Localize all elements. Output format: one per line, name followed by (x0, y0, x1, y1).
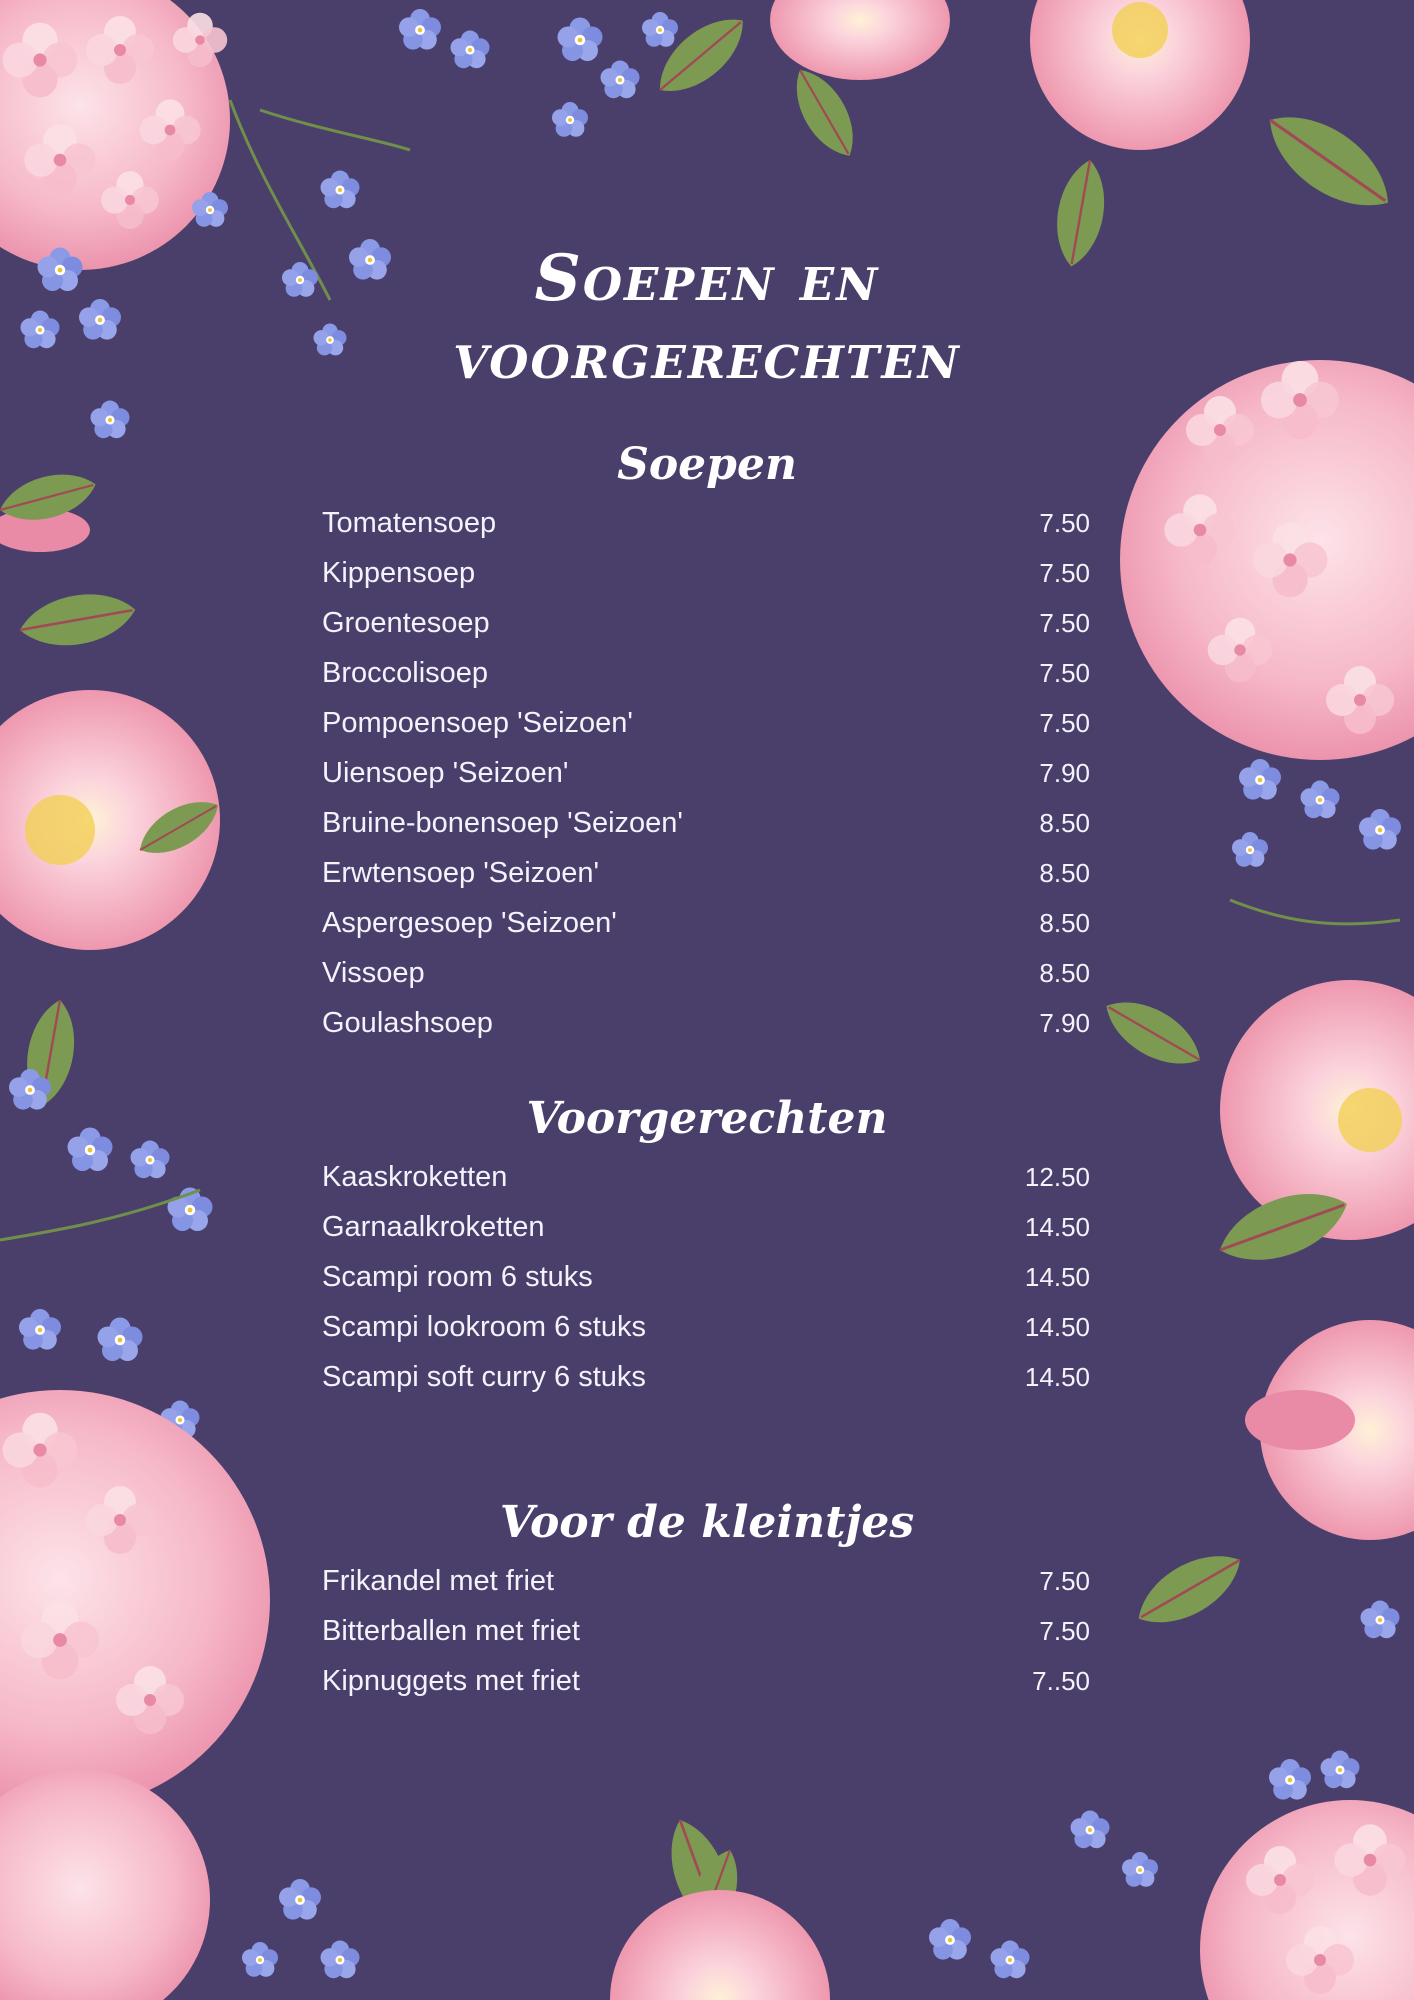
menu-item (322, 548, 1092, 598)
item-name: Kippensoep (322, 557, 476, 589)
menu-item (322, 1656, 1092, 1706)
menu-item (322, 1302, 1092, 1352)
item-name: Kipnuggets met friet (322, 1665, 580, 1697)
menu-item (322, 848, 1092, 898)
item-price: 7.90 (1039, 758, 1090, 788)
item-price: 7..50 (1032, 1666, 1090, 1696)
menu-item (322, 648, 1092, 698)
menu-item-list (322, 1152, 1092, 1402)
item-name: Erwtensoep 'Seizoen' (322, 857, 600, 889)
item-name: Goulashsoep (322, 1007, 493, 1039)
menu-item (322, 748, 1092, 798)
item-price: 7.50 (1039, 708, 1090, 738)
menu-item-list (322, 1556, 1092, 1706)
item-price: 12.50 (1024, 1162, 1090, 1192)
item-name: Scampi soft curry 6 stuks (322, 1361, 646, 1393)
item-price: 7.50 (1039, 558, 1090, 588)
item-price: 14.50 (1024, 1262, 1090, 1292)
section-voorgerechten (322, 1092, 1092, 1402)
section-soepen (322, 438, 1092, 1048)
item-price: 8.50 (1039, 808, 1090, 838)
item-name: Frikandel met friet (322, 1565, 555, 1597)
item-price: 14.50 (1024, 1212, 1090, 1242)
item-price: 7.50 (1039, 658, 1090, 688)
menu-title-line-2: voorgerechten (453, 319, 961, 394)
menu-item (322, 898, 1092, 948)
item-price: 8.50 (1039, 958, 1090, 988)
item-name: Scampi room 6 stuks (322, 1261, 593, 1293)
menu-item (322, 1202, 1092, 1252)
menu-item (322, 498, 1092, 548)
menu-item-list (322, 498, 1092, 1048)
item-name: Kaaskroketten (322, 1161, 508, 1193)
menu-item (322, 1556, 1092, 1606)
section-title: Voorgerechten (526, 1093, 888, 1144)
menu-item (322, 1152, 1092, 1202)
menu-item (322, 1606, 1092, 1656)
section-title: Soepen (617, 439, 797, 490)
menu-item (322, 1352, 1092, 1402)
menu-item (322, 598, 1092, 648)
item-name: Uiensoep 'Seizoen' (322, 757, 569, 789)
item-price: 14.50 (1024, 1362, 1090, 1392)
item-name: Aspergesoep 'Seizoen' (322, 907, 617, 939)
item-price: 7.90 (1039, 1008, 1090, 1038)
item-name: Garnaalkroketten (322, 1211, 545, 1243)
menu-item (322, 948, 1092, 998)
item-name: Scampi lookroom 6 stuks (322, 1311, 646, 1343)
section-title: Voor de kleintjes (499, 1497, 915, 1548)
menu-card (322, 240, 1092, 1706)
menu-item (322, 998, 1092, 1048)
section-voor-de-kleintjes (322, 1496, 1092, 1706)
item-name: Pompoensoep 'Seizoen' (322, 707, 633, 739)
item-price: 8.50 (1039, 858, 1090, 888)
item-price: 7.50 (1039, 1616, 1090, 1646)
item-price: 8.50 (1039, 908, 1090, 938)
menu-title-line-1: Soepen en (534, 241, 880, 316)
item-name: Broccolisoep (322, 657, 489, 689)
item-name: Tomatensoep (322, 507, 497, 539)
menu-item (322, 1252, 1092, 1302)
item-name: Bitterballen met friet (322, 1615, 580, 1647)
item-price: 7.50 (1039, 508, 1090, 538)
menu-title (322, 240, 1092, 396)
item-name: Groentesoep (322, 607, 490, 639)
item-price: 7.50 (1039, 608, 1090, 638)
menu-item (322, 698, 1092, 748)
item-price: 7.50 (1039, 1566, 1090, 1596)
item-price: 14.50 (1024, 1312, 1090, 1342)
menu-item (322, 798, 1092, 848)
item-name: Vissoep (322, 957, 425, 989)
item-name: Bruine-bonensoep 'Seizoen' (322, 807, 683, 839)
